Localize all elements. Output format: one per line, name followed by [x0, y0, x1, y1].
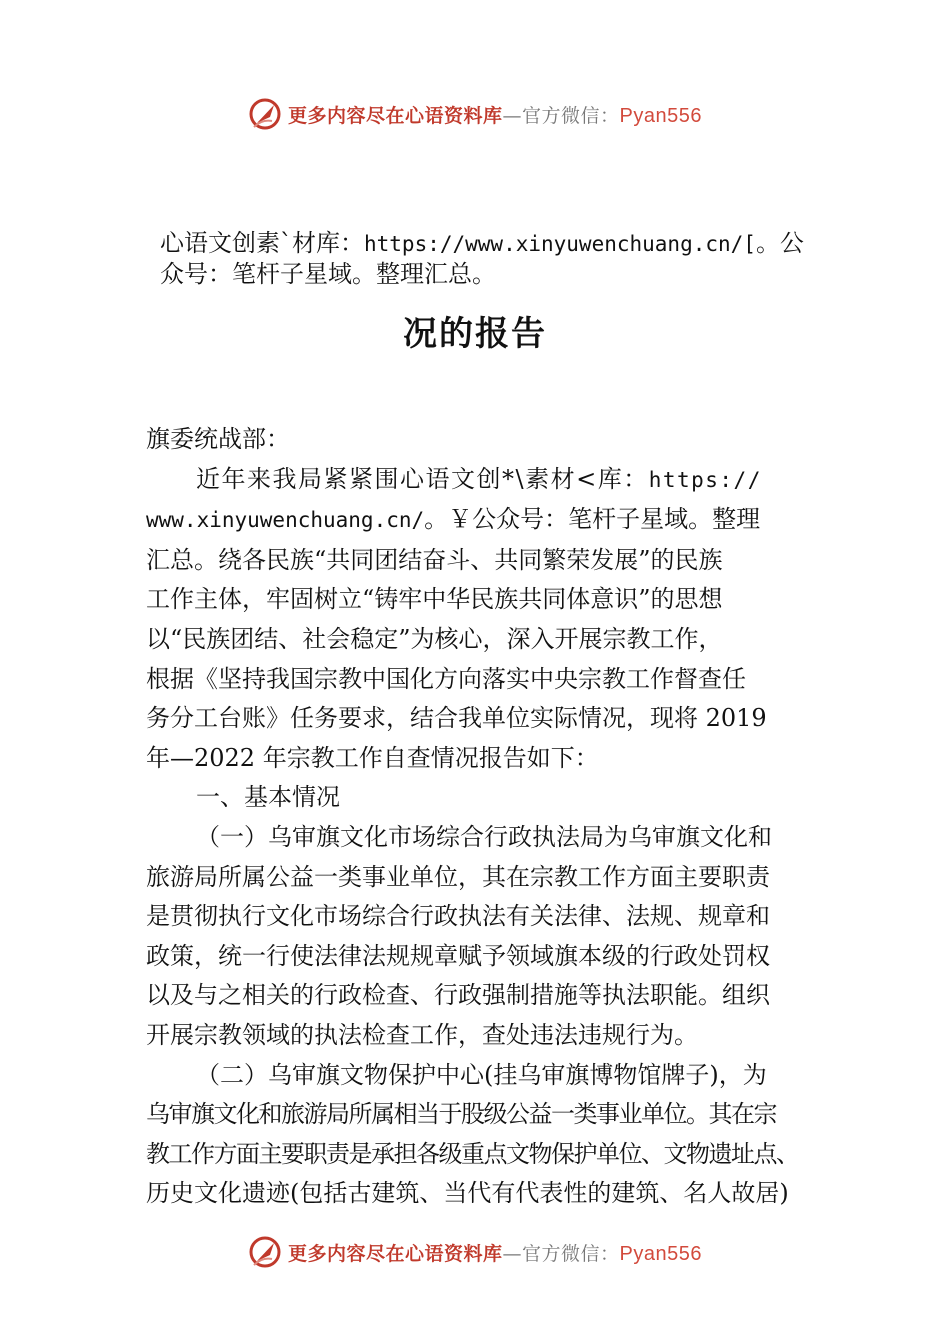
banner-text: 更多内容尽在心语资料库—官方微信：Pyan556 [288, 1242, 702, 1265]
header-note: 心语文创素`材库：https://www.xinyuwenchuang.cn/[。公 众号：笔杆子星域。整理汇总。 [160, 229, 804, 288]
paragraph-intro: 近年来我局紧紧围心语文创*\素材<库：https:// www.xinyuwenchuang.cn/。￥公众号：笔杆子星域。整理 汇总。绕各民族“共同团结奋斗、共同繁荣发展”的民族 工作主体，牢固树立“铸牢中华民族共同体意识”的思想 以“民族团结、社会稳定”为核心，深入开展宗教工作， 根据《坚持我国宗教中国化方向落实中央宗教工作督查任 务分工台账》任务要求，结合我单位实际情况，现将 2019 年—2022 年宗教工作自查情况报告如下： [146, 464, 767, 772]
banner-text: 更多内容尽在心语资料库—官方微信：Pyan556 [288, 104, 702, 127]
page-title: 况的报告 [403, 314, 547, 354]
quill-logo-icon [248, 97, 282, 131]
paragraph-law-enforcement: （一）乌审旗文化市场综合行政执法局为乌审旗文化和 旅游局所属公益一类事业单位，其在宗教工作方面主要职责 是贯彻执行文化市场综合行政执法有关法律、法规、规章和 政策，统一行使法律法规规章赋予领域旗本级的行政处罚权 以及与之相关的行政检查、行政强制措施等执法职能。组织 开展宗教领域的执法检查工作，查处违法违规行为。 [146, 822, 772, 1049]
document-body [146, 420, 846, 1214]
section-heading-basic: 一、基本情况 [196, 783, 340, 812]
top-watermark-banner [0, 92, 950, 136]
paragraph-heritage-center: （二）乌审旗文物保护中心(挂乌审旗博物馆牌子)，为 乌审旗文化和旅游局所属相当于股级公益一类事业单位。其在宗 教工作方面主要职责是承担各级重点文物保护单位、文物遗址点、 历史文化遗迹(包括古建筑、当代有代表性的建筑、名人故居) [146, 1060, 799, 1208]
quill-logo-icon [248, 1235, 282, 1269]
bottom-watermark-banner [0, 1230, 950, 1274]
addressee: 旗委统战部： [146, 425, 290, 453]
